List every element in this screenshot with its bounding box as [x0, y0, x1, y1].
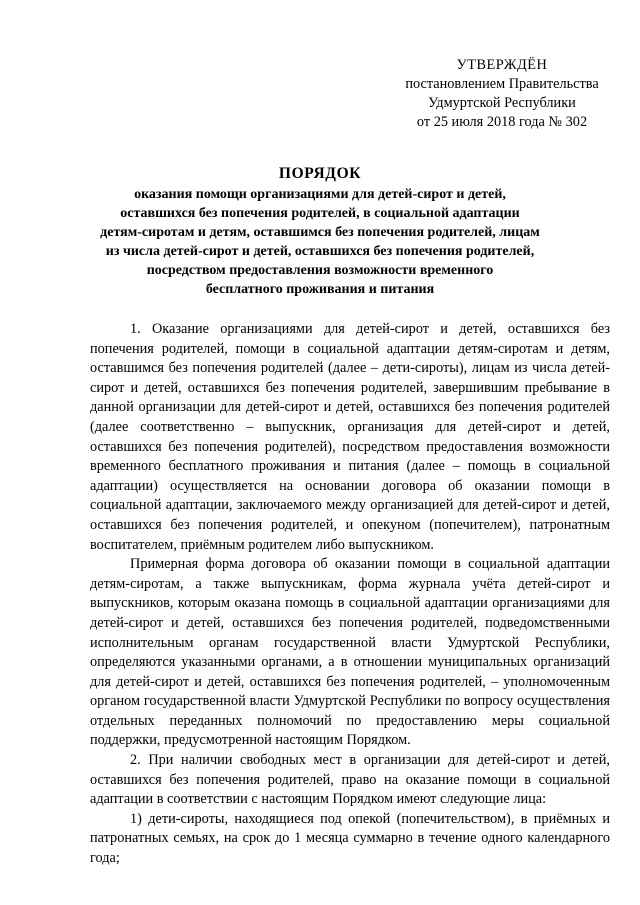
approval-title: УТВЕРЖДЁН — [456, 57, 548, 73]
subtitle-line-6: бесплатного проживания и питания — [205, 282, 435, 297]
document-body — [90, 320, 610, 869]
subtitle-line-2: оставшихся без попечения родителей, в социальной адаптации — [120, 206, 520, 221]
paragraph-4: 1) дети-сироты, находящиеся под опекой (попечительством), в приёмных и патронатных семьях, на срок до 1 месяца суммарно в течение одного календарного года; — [90, 810, 610, 867]
paragraph-2: Примерная форма договора об оказании помощи в социальной адаптации детям-сиротам, а также выпускникам, форма журнала учёта детей-сирот и выпускников, которым оказана помощь в социальной адаптации организациями для детей-сирот и детей, оставшихся без попечения родителей, подведомственными исполнительным органам государственной власти Удмуртской Республики, определяются указанными органами, а в отношении муниципальных организаций для детей-сирот и детей, оставшихся без попечения родителей, – уполномоченным органом государственной власти Удмуртской Республики по вопросу осуществления отдельных переданных полномочий по предоставлению меры социальной поддержки, предусмотренной настоящим Порядком. — [90, 556, 610, 749]
subtitle-line-5: посредством предоставления возможности временного — [146, 263, 494, 278]
approval-block — [398, 56, 606, 132]
subtitle-line-4: из числа детей-сирот и детей, оставшихся без попечения родителей, — [105, 244, 535, 259]
subtitle-line-3: детям-сиротам и детям, оставшимся без попечения родителей, лицам — [100, 225, 540, 240]
document-title: ПОРЯДОК — [278, 165, 362, 182]
paragraph-1: 1. Оказание организациями для детей-сирот и детей, оставшихся без попечения родителей, помощи в социальной адаптации детям-сиротам и детям, оставшимся без попечения родителей (далее – дети-сироты), лицам из числа детей-сирот и детей, оставшихся без попечения родителей, завершившим пребывание в данной организации для детей-сирот и детей, оставшихся без попечения родителей (далее соответственно – выпускник, организация для детей-сирот и детей, оставшихся без попечения родителей), посредством предоставления возможности временного бесплатного проживания и питания (далее – помощь в социальной адаптации) осуществляется на основании договора об оказании помощи в социальной адаптации, заключаемого между организацией для детей-сирот и детей, оставшихся без попечения родителей, и опекуном (попечителем), патронатным воспитателем, приёмным родителем либо выпускником. — [90, 321, 610, 553]
paragraph-3: 2. При наличии свободных мест в организации для детей-сирот и детей, оставшихся без попечения родителей, право на оказание помощи в социальной адаптации в соответствии с настоящим Порядком имеют следующие лица: — [90, 752, 610, 808]
subtitle-line-1: оказания помощи организациями для детей-сирот и детей, — [134, 187, 506, 202]
approval-line-3: от 25 июля 2018 года № 302 — [416, 114, 588, 130]
approval-line-1: постановлением Правительства — [405, 76, 599, 92]
document-heading — [90, 163, 550, 299]
approval-line-2: Удмуртской Республики — [428, 95, 576, 111]
